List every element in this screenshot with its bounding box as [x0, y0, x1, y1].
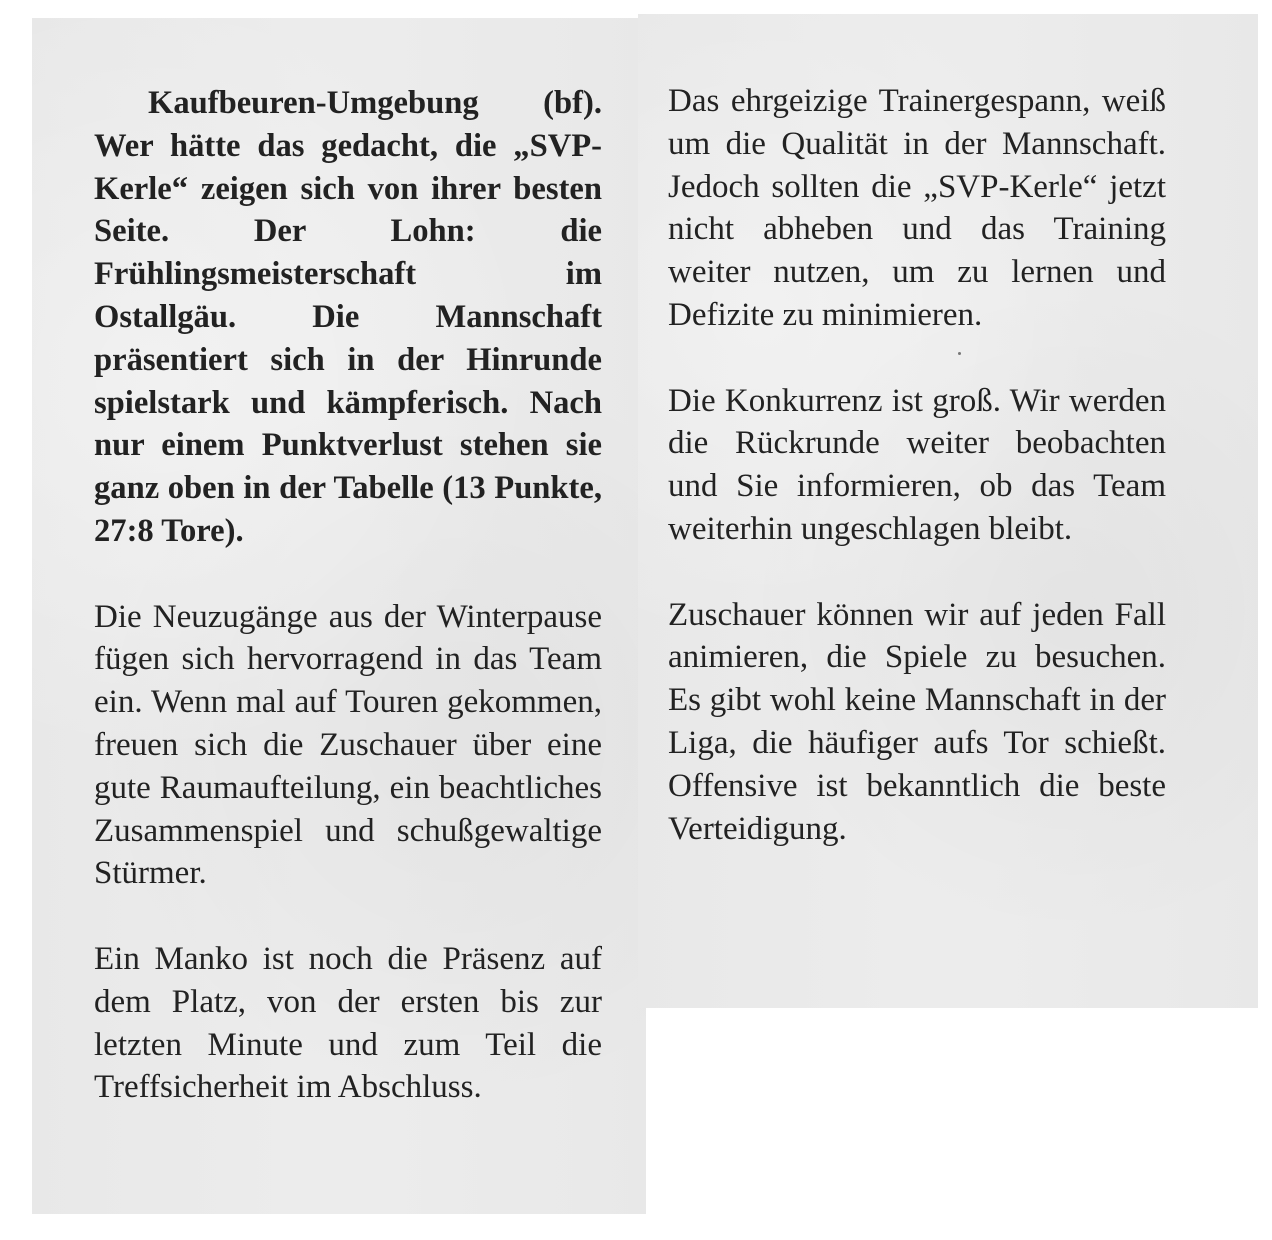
article-paragraph: Das ehrgeizige Trainergespann, weiß um die Qualität in der Mannschaft. Jedoch sollten die „SVP-Kerle“ jetzt nicht abheben und das Training weiter nutzen, um zu lernen und Defizite zu minimieren.: [668, 83, 1166, 333]
article-lead-paragraph: Kaufbeuren-Umgebung (bf). Wer hätte das gedacht, die „SVP-Kerle“ zeigen sich von ihrer besten Seite. Der Lohn: die Frühlingsmeisterschaft im Ostallgäu. Die Mannschaft präsentiert sich in der Hinrunde spielstark und kämpferisch. Nach nur einem Punktverlust stehen sie ganz oben in der Tabelle (13 Punkte, 27:8 Tore).: [94, 85, 602, 549]
article-paragraph: Ein Manko ist noch die Präsenz auf dem Platz, von der ersten bis zur letzten Minute und zum Teil die Treffsicherheit im Abschluss.: [94, 940, 602, 1106]
article-paragraph: Die Konkurrenz ist groß. Wir werden die Rückrunde weiter beobachten und Sie informieren, ob das Team weiterhin ungeschlagen bleibt.: [668, 382, 1166, 547]
article-paragraph: Die Neuzugänge aus der Winterpause fügen sich hervorragend in das Team ein. Wenn mal auf Touren gekommen, freuen sich die Zuschauer über eine gute Raumaufteilung, ein beachtliches Zusammenspiel und schußgewaltige Stürmer.: [94, 598, 602, 892]
article-column-right: [668, 80, 1166, 850]
article-paragraph: Zuschauer können wir auf jeden Fall animieren, die Spiele zu besuchen. Es gibt wohl keine Mannschaft in der Liga, die häufiger aufs Tor schießt. Offensive ist bekanntlich die beste Verteidigung.: [668, 596, 1166, 847]
article-column-left: [94, 82, 602, 1109]
